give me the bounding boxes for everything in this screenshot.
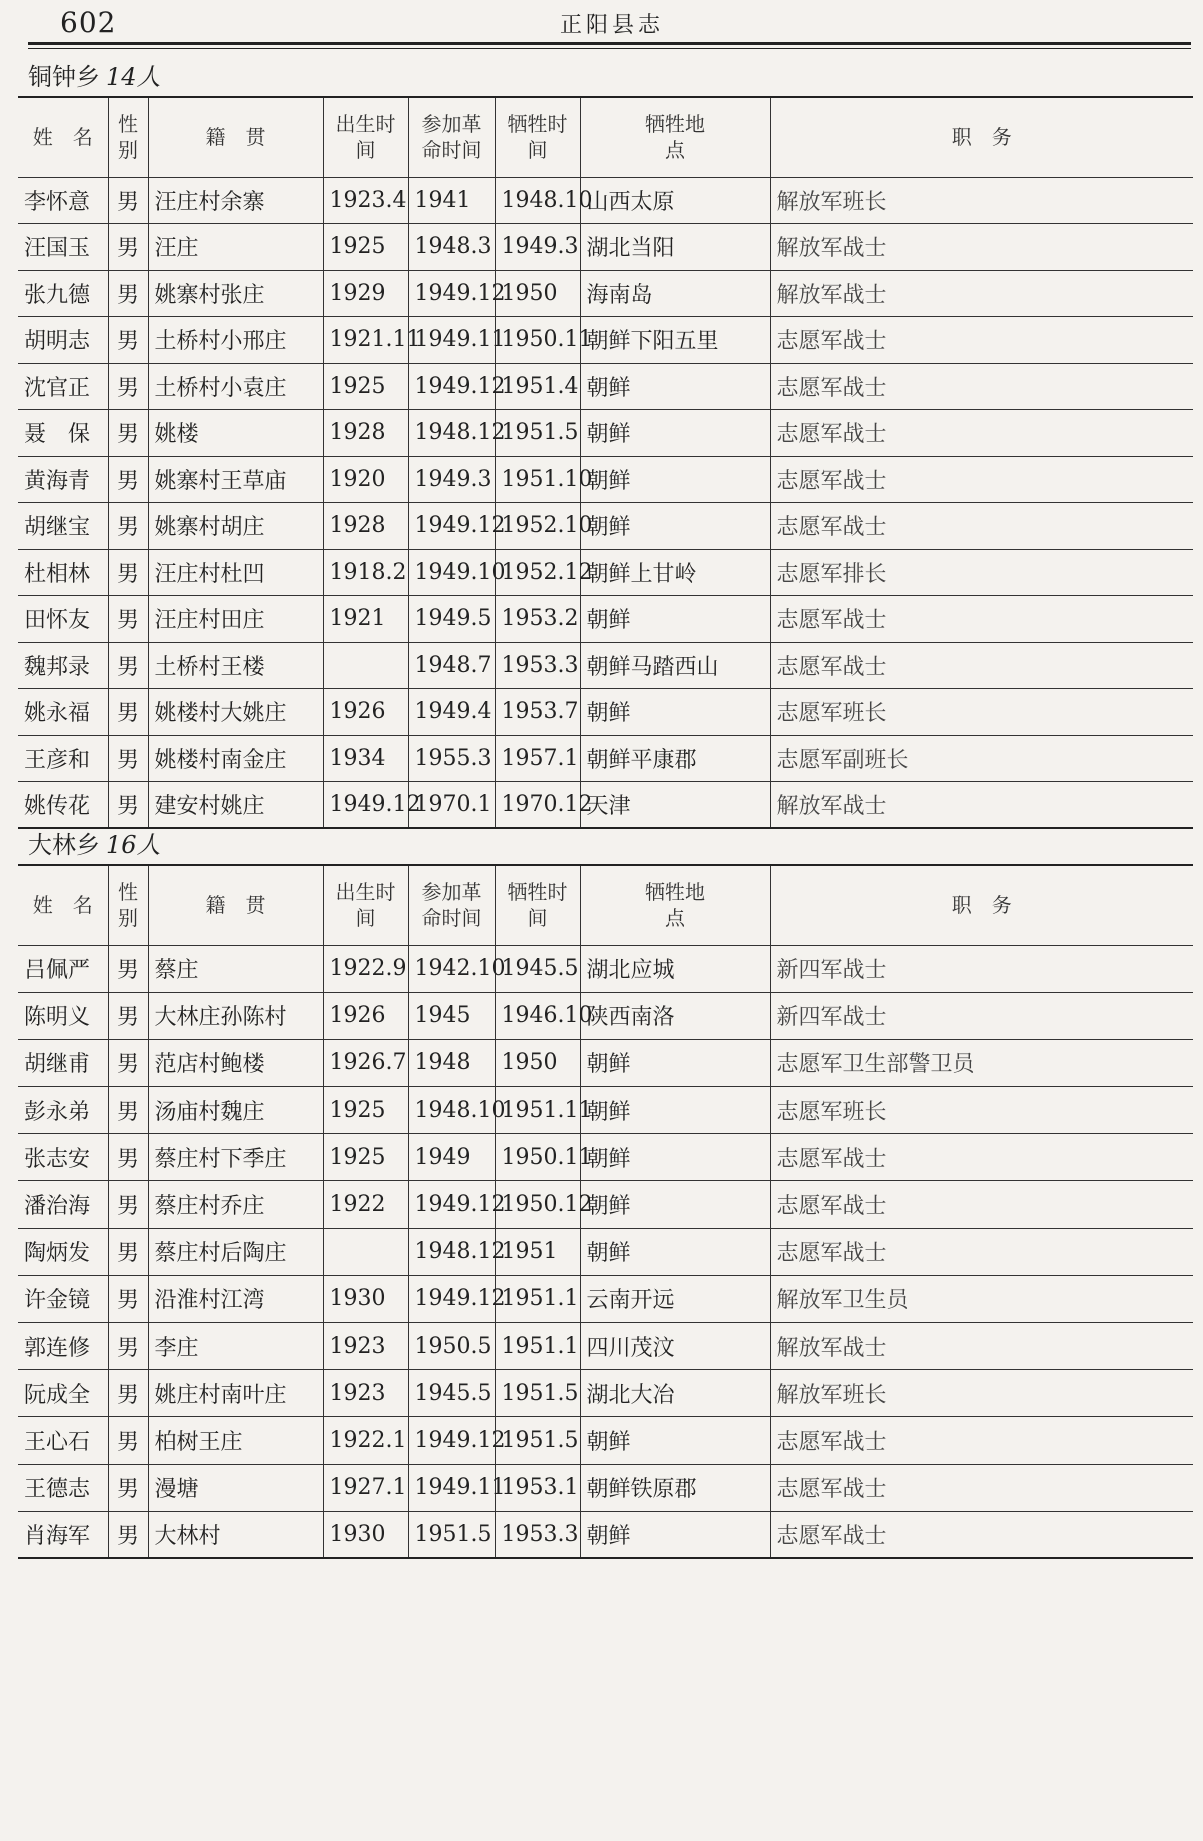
cell-sex: 男: [108, 317, 148, 364]
cell-duty: 解放军班长: [770, 1370, 1193, 1417]
cell-joined: 1955.3: [408, 735, 495, 782]
cell-native-place: 姚楼: [148, 410, 323, 457]
cell-place-of-death: 山西太原: [580, 177, 770, 224]
cell-duty: 解放军战士: [770, 270, 1193, 317]
cell-place-of-death: 朝鲜马踏西山: [580, 642, 770, 689]
cell-joined: 1949.5: [408, 596, 495, 643]
cell-joined: 1949.3: [408, 456, 495, 503]
page-number: 602: [60, 6, 117, 39]
section-count: 16人: [106, 831, 161, 859]
cell-birth: 1923.4: [323, 177, 408, 224]
col-sex: 性别: [108, 865, 148, 945]
cell-birth: 1925: [323, 224, 408, 271]
cell-place-of-death: 四川茂汶: [580, 1323, 770, 1370]
cell-died: 1953.3: [495, 1511, 580, 1558]
cell-native-place: 姚寨村王草庙: [148, 456, 323, 503]
table-row: [18, 1417, 1193, 1464]
cell-sex: 男: [108, 642, 148, 689]
cell-duty: 志愿军战士: [770, 596, 1193, 643]
cell-sex: 男: [108, 1275, 148, 1322]
cell-sex: 男: [108, 1087, 148, 1134]
cell-name: 张九德: [18, 270, 108, 317]
col-name: 姓 名: [18, 97, 108, 177]
table-row: [18, 224, 1193, 271]
cell-died: 1950.11: [495, 1134, 580, 1181]
cell-birth: 1926.7: [323, 1039, 408, 1086]
cell-joined: 1949.10: [408, 549, 495, 596]
cell-sex: 男: [108, 735, 148, 782]
col-died: 牺牲时间: [495, 865, 580, 945]
cell-birth: [323, 1228, 408, 1275]
cell-duty: 志愿军卫生部警卫员: [770, 1039, 1193, 1086]
cell-place-of-death: 湖北应城: [580, 945, 770, 992]
cell-died: 1953.2: [495, 596, 580, 643]
cell-birth: 1922.1: [323, 1417, 408, 1464]
cell-place-of-death: 朝鲜铁原郡: [580, 1464, 770, 1511]
cell-name: 潘治海: [18, 1181, 108, 1228]
cell-duty: 解放军战士: [770, 1323, 1193, 1370]
cell-sex: 男: [108, 945, 148, 992]
cell-name: 吕佩严: [18, 945, 108, 992]
cell-joined: 1942.10: [408, 945, 495, 992]
cell-place-of-death: 海南岛: [580, 270, 770, 317]
cell-name: 彭永弟: [18, 1087, 108, 1134]
martyr-table: [18, 96, 1193, 829]
table-row: [18, 456, 1193, 503]
cell-sex: 男: [108, 270, 148, 317]
cell-native-place: 大林庄孙陈村: [148, 992, 323, 1039]
cell-duty: 志愿军战士: [770, 410, 1193, 457]
cell-joined: 1949.12: [408, 270, 495, 317]
cell-sex: 男: [108, 1417, 148, 1464]
col-name: 姓 名: [18, 865, 108, 945]
cell-died: 1953.1: [495, 1464, 580, 1511]
cell-place-of-death: 朝鲜: [580, 1511, 770, 1558]
cell-birth: 1926: [323, 689, 408, 736]
cell-native-place: 蔡庄村后陶庄: [148, 1228, 323, 1275]
cell-died: 1970.12: [495, 782, 580, 829]
col-birth: 出生时间: [323, 865, 408, 945]
cell-died: 1957.1: [495, 735, 580, 782]
cell-died: 1948.10: [495, 177, 580, 224]
cell-native-place: 柏树王庄: [148, 1417, 323, 1464]
col-duty: 职 务: [770, 865, 1193, 945]
cell-name: 陈明义: [18, 992, 108, 1039]
cell-duty: 志愿军战士: [770, 1464, 1193, 1511]
cell-sex: 男: [108, 410, 148, 457]
cell-joined: 1948.10: [408, 1087, 495, 1134]
section-tongzhong: [0, 58, 1203, 829]
cell-duty: 志愿军班长: [770, 689, 1193, 736]
cell-place-of-death: 朝鲜: [580, 1039, 770, 1086]
cell-native-place: 漫塘: [148, 1464, 323, 1511]
cell-place-of-death: 陕西南洛: [580, 992, 770, 1039]
cell-name: 姚永福: [18, 689, 108, 736]
col-native-place: 籍 贯: [148, 865, 323, 945]
cell-sex: 男: [108, 1181, 148, 1228]
cell-place-of-death: 湖北当阳: [580, 224, 770, 271]
cell-birth: 1927.1: [323, 1464, 408, 1511]
cell-place-of-death: 朝鲜: [580, 410, 770, 457]
cell-died: 1950.12: [495, 1181, 580, 1228]
cell-birth: 1918.2: [323, 549, 408, 596]
table-row: [18, 177, 1193, 224]
cell-birth: 1928: [323, 503, 408, 550]
cell-joined: 1949.12: [408, 363, 495, 410]
table-row: [18, 945, 1193, 992]
book-title: 正阳县志: [560, 13, 665, 38]
cell-native-place: 土桥村小袁庄: [148, 363, 323, 410]
table-row: [18, 363, 1193, 410]
cell-name: 王彦和: [18, 735, 108, 782]
cell-birth: 1921.11: [323, 317, 408, 364]
cell-sex: 男: [108, 456, 148, 503]
cell-birth: 1925: [323, 1134, 408, 1181]
cell-name: 汪国玉: [18, 224, 108, 271]
cell-joined: 1949.12: [408, 1275, 495, 1322]
cell-duty: 志愿军排长: [770, 549, 1193, 596]
cell-duty: 志愿军战士: [770, 1134, 1193, 1181]
table-row: [18, 689, 1193, 736]
cell-joined: 1951.5: [408, 1511, 495, 1558]
cell-place-of-death: 朝鲜平康郡: [580, 735, 770, 782]
cell-duty: 志愿军战士: [770, 1417, 1193, 1464]
cell-native-place: 土桥村王楼: [148, 642, 323, 689]
cell-duty: 志愿军班长: [770, 1087, 1193, 1134]
cell-died: 1951.5: [495, 1370, 580, 1417]
cell-died: 1950.11: [495, 317, 580, 364]
cell-place-of-death: 朝鲜: [580, 596, 770, 643]
table-row: [18, 270, 1193, 317]
cell-duty: 志愿军战士: [770, 317, 1193, 364]
col-place-of-death: 牺牲地点: [580, 865, 770, 945]
cell-native-place: 汪庄: [148, 224, 323, 271]
col-died: 牺牲时间: [495, 97, 580, 177]
page-header: [0, 0, 1203, 46]
cell-native-place: 建安村姚庄: [148, 782, 323, 829]
cell-birth: 1923: [323, 1323, 408, 1370]
cell-joined: 1948.12: [408, 410, 495, 457]
cell-birth: 1930: [323, 1275, 408, 1322]
cell-sex: 男: [108, 1039, 148, 1086]
col-place-of-death: 牺牲地点: [580, 97, 770, 177]
cell-native-place: 汤庙村魏庄: [148, 1087, 323, 1134]
cell-place-of-death: 朝鲜: [580, 1417, 770, 1464]
cell-joined: 1948.12: [408, 1228, 495, 1275]
cell-native-place: 姚楼村南金庄: [148, 735, 323, 782]
cell-birth: 1934: [323, 735, 408, 782]
col-birth: 出生时间: [323, 97, 408, 177]
cell-died: 1952.12: [495, 549, 580, 596]
cell-place-of-death: 朝鲜: [580, 1228, 770, 1275]
cell-sex: 男: [108, 363, 148, 410]
table-row: [18, 503, 1193, 550]
cell-joined: 1949.12: [408, 1181, 495, 1228]
table-body: [18, 945, 1193, 1558]
cell-duty: 志愿军战士: [770, 1228, 1193, 1275]
cell-native-place: 姚楼村大姚庄: [148, 689, 323, 736]
cell-name: 杜相林: [18, 549, 108, 596]
cell-duty: 志愿军副班长: [770, 735, 1193, 782]
cell-died: 1950: [495, 270, 580, 317]
cell-sex: 男: [108, 1464, 148, 1511]
cell-sex: 男: [108, 782, 148, 829]
cell-name: 王心石: [18, 1417, 108, 1464]
table-row: [18, 1275, 1193, 1322]
cell-birth: 1930: [323, 1511, 408, 1558]
section-dalin: [0, 826, 1203, 1559]
cell-duty: 志愿军战士: [770, 642, 1193, 689]
cell-duty: 解放军战士: [770, 224, 1193, 271]
cell-joined: 1948: [408, 1039, 495, 1086]
cell-native-place: 姚寨村张庄: [148, 270, 323, 317]
martyr-table: [18, 864, 1193, 1559]
table-body: [18, 177, 1193, 828]
cell-joined: 1970.1: [408, 782, 495, 829]
table-row: [18, 410, 1193, 457]
cell-sex: 男: [108, 689, 148, 736]
cell-joined: 1949.11: [408, 1464, 495, 1511]
table-row: [18, 992, 1193, 1039]
table-header: [18, 97, 1193, 177]
cell-sex: 男: [108, 1323, 148, 1370]
cell-sex: 男: [108, 1370, 148, 1417]
cell-died: 1951: [495, 1228, 580, 1275]
cell-birth: 1925: [323, 363, 408, 410]
table-row: [18, 1464, 1193, 1511]
cell-native-place: 汪庄村田庄: [148, 596, 323, 643]
cell-died: 1953.7: [495, 689, 580, 736]
cell-joined: 1950.5: [408, 1323, 495, 1370]
col-joined: 参加革命时间: [408, 97, 495, 177]
cell-joined: 1945: [408, 992, 495, 1039]
cell-joined: 1945.5: [408, 1370, 495, 1417]
cell-name: 阮成全: [18, 1370, 108, 1417]
cell-native-place: 蔡庄村乔庄: [148, 1181, 323, 1228]
cell-birth: 1926: [323, 992, 408, 1039]
table-row: [18, 317, 1193, 364]
cell-birth: 1949.12: [323, 782, 408, 829]
cell-native-place: 李庄: [148, 1323, 323, 1370]
section-count: 14人: [106, 63, 161, 91]
cell-joined: 1949.4: [408, 689, 495, 736]
cell-place-of-death: 朝鲜: [580, 689, 770, 736]
cell-place-of-death: 朝鲜: [580, 1087, 770, 1134]
table-row: [18, 1181, 1193, 1228]
col-duty: 职 务: [770, 97, 1193, 177]
cell-place-of-death: 朝鲜: [580, 456, 770, 503]
cell-native-place: 蔡庄: [148, 945, 323, 992]
cell-died: 1953.3: [495, 642, 580, 689]
table-row: [18, 1134, 1193, 1181]
cell-name: 魏邦录: [18, 642, 108, 689]
col-joined: 参加革命时间: [408, 865, 495, 945]
cell-joined: 1949.11: [408, 317, 495, 364]
cell-name: 黄海青: [18, 456, 108, 503]
cell-name: 郭连修: [18, 1323, 108, 1370]
section-title: [0, 826, 1203, 864]
cell-name: 陶炳发: [18, 1228, 108, 1275]
cell-name: 肖海军: [18, 1511, 108, 1558]
cell-name: 李怀意: [18, 177, 108, 224]
cell-sex: 男: [108, 992, 148, 1039]
section-name: 铜钟乡: [28, 63, 100, 91]
table-row: [18, 549, 1193, 596]
col-sex: 性别: [108, 97, 148, 177]
cell-name: 沈官正: [18, 363, 108, 410]
cell-place-of-death: 朝鲜: [580, 1181, 770, 1228]
cell-name: 田怀友: [18, 596, 108, 643]
table-row: [18, 1511, 1193, 1558]
cell-birth: 1922: [323, 1181, 408, 1228]
cell-duty: 志愿军战士: [770, 456, 1193, 503]
cell-died: 1951.4: [495, 363, 580, 410]
table-row: [18, 735, 1193, 782]
cell-native-place: 汪庄村杜凹: [148, 549, 323, 596]
section-title: [0, 58, 1203, 96]
cell-duty: 志愿军战士: [770, 363, 1193, 410]
cell-joined: 1949.12: [408, 503, 495, 550]
cell-joined: 1941: [408, 177, 495, 224]
cell-place-of-death: 朝鲜: [580, 363, 770, 410]
cell-sex: 男: [108, 177, 148, 224]
table-row: [18, 782, 1193, 829]
cell-native-place: 姚寨村胡庄: [148, 503, 323, 550]
cell-native-place: 大林村: [148, 1511, 323, 1558]
cell-died: 1951.10: [495, 456, 580, 503]
cell-native-place: 蔡庄村下季庄: [148, 1134, 323, 1181]
cell-birth: 1923: [323, 1370, 408, 1417]
cell-died: 1946.10: [495, 992, 580, 1039]
cell-name: 张志安: [18, 1134, 108, 1181]
cell-sex: 男: [108, 596, 148, 643]
cell-duty: 解放军战士: [770, 782, 1193, 829]
cell-birth: [323, 642, 408, 689]
section-name: 大林乡: [28, 831, 100, 859]
cell-joined: 1948.3: [408, 224, 495, 271]
cell-native-place: 姚庄村南叶庄: [148, 1370, 323, 1417]
cell-died: 1952.10: [495, 503, 580, 550]
cell-joined: 1949: [408, 1134, 495, 1181]
cell-birth: 1922.9: [323, 945, 408, 992]
table-row: [18, 1370, 1193, 1417]
cell-died: 1951.5: [495, 1417, 580, 1464]
cell-birth: 1921: [323, 596, 408, 643]
cell-sex: 男: [108, 503, 148, 550]
table-row: [18, 1087, 1193, 1134]
cell-native-place: 沿淮村江湾: [148, 1275, 323, 1322]
table-header: [18, 865, 1193, 945]
cell-duty: 新四军战士: [770, 945, 1193, 992]
cell-duty: 志愿军战士: [770, 1181, 1193, 1228]
cell-sex: 男: [108, 1511, 148, 1558]
cell-birth: 1929: [323, 270, 408, 317]
cell-name: 胡继甫: [18, 1039, 108, 1086]
cell-joined: 1949.12: [408, 1417, 495, 1464]
col-native-place: 籍 贯: [148, 97, 323, 177]
cell-name: 许金镜: [18, 1275, 108, 1322]
cell-place-of-death: 天津: [580, 782, 770, 829]
cell-place-of-death: 朝鲜下阳五里: [580, 317, 770, 364]
cell-duty: 志愿军战士: [770, 1511, 1193, 1558]
cell-name: 胡明志: [18, 317, 108, 364]
table-row: [18, 1228, 1193, 1275]
cell-birth: 1928: [323, 410, 408, 457]
cell-place-of-death: 朝鲜: [580, 503, 770, 550]
cell-died: 1945.5: [495, 945, 580, 992]
cell-duty: 解放军班长: [770, 177, 1193, 224]
cell-died: 1951.1: [495, 1275, 580, 1322]
cell-place-of-death: 云南开远: [580, 1275, 770, 1322]
cell-name: 姚传花: [18, 782, 108, 829]
cell-duty: 新四军战士: [770, 992, 1193, 1039]
cell-duty: 志愿军战士: [770, 503, 1193, 550]
cell-sex: 男: [108, 549, 148, 596]
cell-duty: 解放军卫生员: [770, 1275, 1193, 1322]
cell-name: 胡继宝: [18, 503, 108, 550]
cell-sex: 男: [108, 1228, 148, 1275]
cell-died: 1951.5: [495, 410, 580, 457]
table-row: [18, 642, 1193, 689]
cell-sex: 男: [108, 1134, 148, 1181]
table-row: [18, 596, 1193, 643]
cell-died: 1951.11: [495, 1087, 580, 1134]
cell-died: 1949.3: [495, 224, 580, 271]
header-rule: [28, 42, 1191, 45]
header-rule-thin: [28, 48, 1191, 49]
cell-died: 1951.1: [495, 1323, 580, 1370]
cell-native-place: 土桥村小邢庄: [148, 317, 323, 364]
cell-name: 王德志: [18, 1464, 108, 1511]
cell-native-place: 范店村鲍楼: [148, 1039, 323, 1086]
cell-birth: 1920: [323, 456, 408, 503]
cell-name: 聂 保: [18, 410, 108, 457]
cell-place-of-death: 朝鲜上甘岭: [580, 549, 770, 596]
cell-died: 1950: [495, 1039, 580, 1086]
cell-sex: 男: [108, 224, 148, 271]
cell-place-of-death: 湖北大冶: [580, 1370, 770, 1417]
cell-place-of-death: 朝鲜: [580, 1134, 770, 1181]
cell-birth: 1925: [323, 1087, 408, 1134]
cell-native-place: 汪庄村余寨: [148, 177, 323, 224]
table-row: [18, 1039, 1193, 1086]
cell-joined: 1948.7: [408, 642, 495, 689]
table-row: [18, 1323, 1193, 1370]
